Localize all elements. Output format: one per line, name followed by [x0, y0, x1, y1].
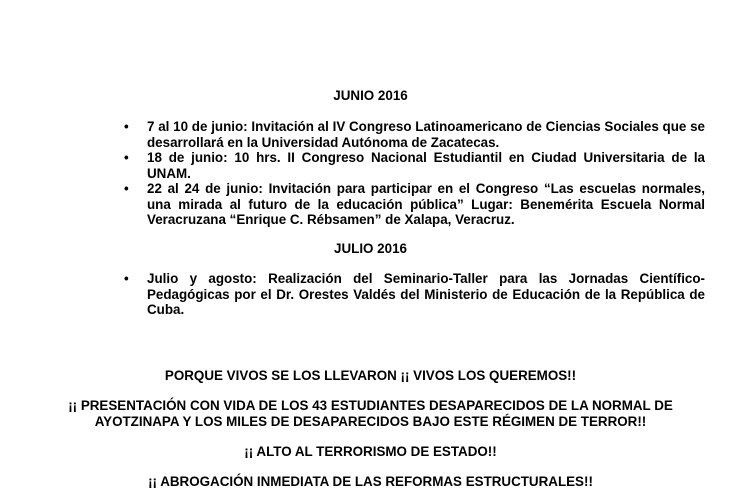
bullet-icon: • [124, 181, 129, 196]
list-item [124, 181, 705, 228]
june-event-text: 18 de junio: 10 hrs. II Congreso Nacional Estudiantil en Ciudad Universitaria de la UNAM. [147, 150, 705, 181]
july-heading: JULIO 2016 [334, 241, 407, 256]
june-event-text: 22 al 24 de junio: Invitación para participar en el Congreso “Las escuelas normales, una mirada al futuro de la educación pública” Lugar: Benemérita Escuela Normal Veracruzana “Enrique C. Rébsamen” de Xalapa, Veracruz. [147, 181, 705, 227]
june-events-list [124, 119, 705, 228]
slogan-vivos: PORQUE VIVOS SE LOS LLEVARON ¡¡ VIVOS LOS QUEREMOS!! [164, 368, 577, 383]
list-item [124, 271, 705, 318]
slogan-abrogacion: ¡¡ ABROGACIÓN INMEDIATA DE LAS REFORMAS ESTRUCTURALES!! [148, 474, 593, 489]
june-heading: JUNIO 2016 [333, 88, 408, 103]
slogan-terrorismo: ¡¡ ALTO AL TERRORISMO DE ESTADO!! [244, 444, 497, 459]
bullet-icon: • [124, 119, 129, 134]
july-events-list [124, 271, 705, 318]
bullet-icon: • [124, 150, 129, 165]
bullet-icon: • [124, 271, 129, 286]
june-event-text: 7 al 10 de junio: Invitación al IV Congreso Latinoamericano de Ciencias Sociales que se desarrollará en la Universidad Autónoma de Zacatecas. [147, 119, 705, 150]
july-event-text: Julio y agosto: Realización del Seminario-Taller para las Jornadas Científico-Pedagógicas por el Dr. Orestes Valdés del Ministerio de Educación de la República de Cuba. [147, 271, 705, 317]
list-item [124, 150, 705, 181]
list-item [124, 119, 705, 150]
slogan-presentacion: ¡¡ PRESENTACIÓN CON VIDA DE LOS 43 ESTUDIANTES DESAPARECIDOS DE LA NORMAL DE AYOTZINAPA Y LOS MILES DE DESAPARECIDOS BAJO ESTE RÉGIMEN DE TERROR!! [68, 398, 673, 429]
